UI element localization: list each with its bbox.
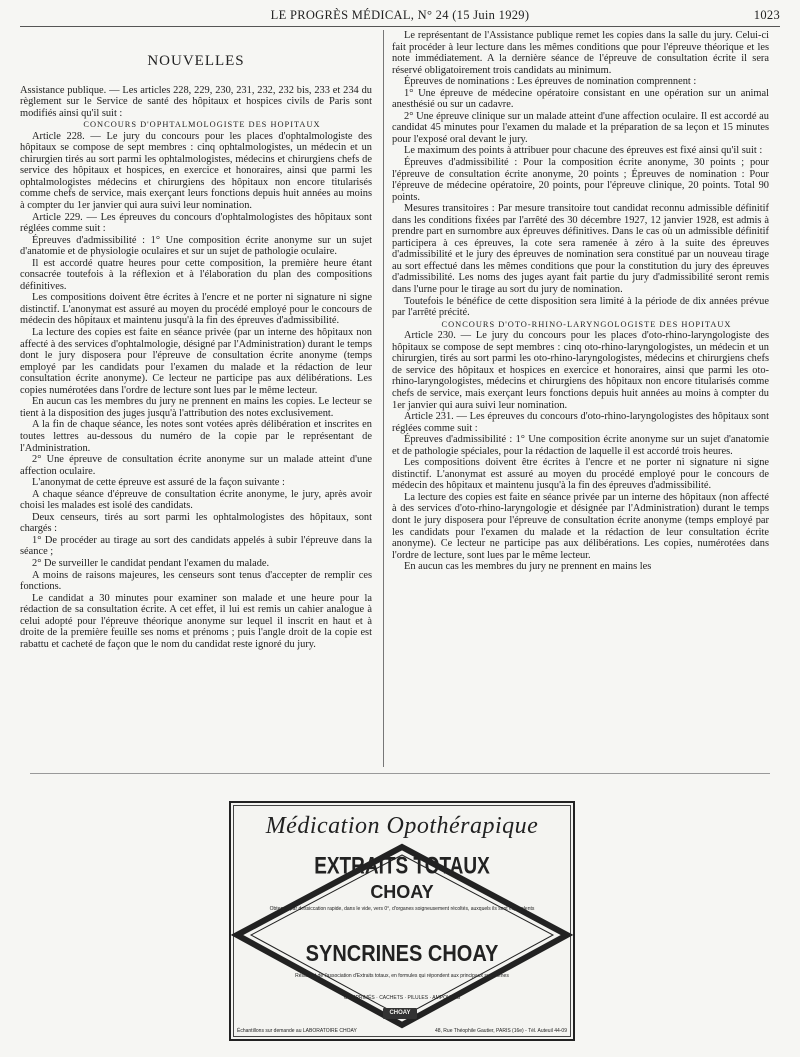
paragraph: La lecture des copies est faite en séance privée par un interne des hôpitaux (non affecté à des services d'oto-rhino-laryngologie et désignée par l'Administration) durant le temps dont le jury disposera pour l'épreuve de consultation écrite anonyme (temps employé par les candidats pour l'examen du malade et la rédaction de leur consultation écrite anonyme). Ce lecteur ne participe pas aux délibérations. Les copies, numérotées dans l'ordre de lecture, sont lues par le même lecteur. — [392, 491, 769, 561]
brand-name: CHOAY — [370, 882, 434, 902]
paragraph: Mesures transitoires : Par mesure transitoire tout candidat reconnu admissible définitif dans les conditions fixées par l'arrêté des 30 décembre 1927, 12 janvier 1928, est admis à prendre part en surnombre aux épreuves définitives. Dans le cas où un admissible définitif participera à ces épreuves, la cote sera ramenée à zéro à la suite des épreuves d'admissibilité et le jury des épreuves de nomination sera constitué par un nouveau tirage au sort effectué dans les mêmes conditions que pour la constitution du jury des épreuves d'admissibilité. Les noms des juges ayant fait partie du jury d'admissibilité seront remis dans l'urne pour le tirage au sort du jury de nomination. — [392, 203, 769, 296]
paragraph: Le candidat a 30 minutes pour examiner son malade et une heure pour la rédaction de sa consultation écrite. A cet effet, il lui est remis un cahier analogue à celui adopté pour l'épreuve théorique anonyme sur lequel il inscrit en haut et à droite de la première feuille ses noms et prénoms ; puis l'angle droit de la copie est rabattu et cacheté de façon que le nom du candidat reste ignoré du jury. — [20, 592, 372, 650]
paragraph: En aucun cas les membres du jury ne prennent en mains les copies. Le lecteur se tient à la disposition des juges jusqu'à l'attribution des notes exclusivement. — [20, 396, 372, 419]
paragraph: La lecture des copies est faite en séance privée (par un interne des hôpitaux non affecté à des services d'ophtalmologie, désigné par l'Administration) durant le temps dont le jury disposera pour l'épreuve de consultation écrite anonyme (temps employé par les candidats pour l'examen du malade et la rédaction de leur consultation écrite anonyme). Ce lecteur ne participe pas aux délibérations. Les copies numérotées dans l'ordre de lecture sont lues par le même lecteur. — [20, 327, 372, 396]
ad-footer-left: Échantillons sur demande au LABORATOIRE CHOAY — [237, 1028, 357, 1034]
paragraph: Il est accordé quatre heures pour cette composition, la première heure étant consacrée toutefois à la réflexion et à l'élaboration du plan des compositions définitives. — [20, 257, 372, 292]
separator-rule — [30, 773, 770, 774]
paragraph: Épreuves d'admissibilité : Pour la composition écrite anonyme, 30 points ; pour l'épreuve de consultation écrite anonyme, 20 points ; Épreuves de nomination : Pour l'épreuve de médecine opératoire, 20 points, pour l'épreuve clinique, 20 points. Total 90 points. — [392, 157, 769, 203]
paragraph: L'anonymat de cette épreuve est assuré de la façon suivante : — [32, 477, 285, 489]
product-name: SYNCRINES CHOAY — [305, 941, 499, 967]
paragraph: Le représentant de l'Assistance publique remet les copies dans la salle du jury. Celui-ci fait procéder à leur lecture dans les mêmes conditions que pour l'épreuve théorique et les note immédiatement. A la dernière séance de l'épreuve de consultation écrite il sera réservé obligatoirement trois candidats au minimum. — [392, 30, 769, 76]
paragraph: Deux censeurs, tirés au sort parmi les ophtalmologistes des hôpitaux, sont chargés : — [20, 511, 372, 535]
column-divider — [383, 30, 384, 767]
subsection-title: CONCOURS D'OPHTALMOLOGISTE DES HOPITAUX — [83, 120, 321, 130]
paragraph: En aucun cas les membres du jury ne prennent en mains les — [404, 561, 652, 573]
page-header — [20, 6, 780, 27]
paragraph: Épreuves de nominations : Les épreuves de nomination comprennent : — [404, 76, 697, 88]
paragraph: Les compositions doivent être écrites à l'encre et ne porter ni signature ni signe distinctif. L'anonymat est assuré au moyen du procédé employé pour le concours de médecin des hôpitaux et maintenu jusqu'à la fin des épreuves d'admissibilité. — [20, 292, 372, 327]
ad-footer-right: 48, Rue Théophile Gautier, PARIS (16e) - Tél. Auteuil 44-09 — [434, 1028, 567, 1034]
paragraph: Les compositions doivent être écrites à l'encre et ne porter ni signature ni signe distinctif. L'anonymat est assuré au moyen du procédé employé pour le concours de médecin des hôpitaux et maintenu jusqu'à la fin des épreuves d'admissibilité. — [392, 457, 769, 492]
page-number: 1023 — [753, 8, 780, 22]
product-name: EXTRAITS TOTAUX — [314, 853, 490, 880]
paragraph: A la fin de chaque séance, les notes sont votées après délibération et inscrites en toutes lettres au-dessous du numéro de la copie par le représentant de l'Administration. — [20, 419, 372, 454]
paragraph: Toutefois le bénéfice de cette disposition sera limité à la période de dix années prévue par l'arrêté précité. — [392, 295, 769, 319]
section-title: NOUVELLES — [147, 53, 245, 69]
paragraph: A moins de raisons majeures, les censeurs sont tenus d'accepter de remplir ces fonctions. — [20, 569, 372, 593]
paragraph: 2° Une épreuve clinique sur un malade atteint d'une affection oculaire. Il est accordé au candidat 45 minutes pour l'examen du malade et la préparation de sa leçon et 15 minutes pour l'exposé oral devant le jury. — [392, 110, 769, 145]
product-forms: COMPRIMÉS · CACHETS · PILULES · AMPOULES — [343, 995, 461, 1001]
paragraph: Épreuves d'admissibilité : 1° Une composition écrite anonyme sur un sujet d'anatomie et de pathologie spéciales, pour la rédaction de laquelle il est accordé trois heures. — [392, 434, 769, 457]
paragraph: Épreuves d'admissibilité : 1° Une composition écrite anonyme sur un sujet d'anatomie et de physiologie oculaires et sur un sujet de pathologie oculaire. — [20, 234, 372, 258]
paragraph: Le maximum des points à attribuer pour chacune des épreuves est fixé ainsi qu'il suit : — [404, 145, 763, 157]
advertisement — [229, 801, 575, 1041]
brand-badge: CHOAY — [383, 1008, 417, 1019]
ad-heading: Médication Opothérapique — [265, 813, 539, 839]
paragraph: Article 231. — Les épreuves du concours d'oto-rhino-laryngologistes des hôpitaux sont réglées comme suit : — [392, 411, 769, 434]
product-description: Résultant de l'association d'Extraits totaux, en formules qui répondent aux principaux syndromes — [295, 973, 509, 979]
paragraph: 2° Une épreuve de consultation écrite anonyme sur un malade atteint d'une affection oculaire. — [20, 454, 372, 477]
paragraph: Article 230. — Le jury du concours pour les places d'oto-rhino-laryngologiste des hôpitaux se compose de sept membres : cinq oto-rhino-laryngologistes, un médecin et un chirurgien, tirés au sort parmi les oto-rhino-laryngologistes, médecins et chirurgiens chefs de service des hôpitaux et hospices en exercice et honoraires, ainsi que parmi les oto-rhino-laryngologistes, médecins et chirurgiens des hôpitaux non encore titularisés comme chefs de service, mais exerçant leurs fonctions depuis huit années au moins à compter du 1er janvier qui aura suivi leur nomination. — [392, 330, 769, 411]
paragraph: 1° De procéder au tirage au sort des candidats appelés à subir l'épreuve dans la séance ; — [20, 534, 372, 558]
right-column — [392, 30, 769, 573]
left-column — [20, 30, 372, 650]
paragraph: A chaque séance d'épreuve de consultation écrite anonyme, le jury, après avoir choisi les malades est isolé des candidats. — [20, 488, 372, 512]
paragraph: 2° De surveiller le candidat pendant l'examen du malade. — [32, 557, 270, 569]
subsection-title: CONCOURS D'OTO-RHINO-LARYNGOLOGISTE DES HOPITAUX — [441, 319, 732, 329]
paragraph: Article 229. — Les épreuves du concours d'ophtalmologistes des hôpitaux sont réglées comme suit : — [20, 211, 372, 235]
paragraph: Article 228. — Le jury du concours pour les places d'ophtalmologiste des hôpitaux se compose de sept membres : cinq ophtalmologistes, un médecin et un chirurgien tirés au sort parmi les ophtalmologistes, médecins et chirurgiens chefs de service des hôpitaux et hospices, en exercice et honoraires, ainsi que parmi les ophtalmologistes médecins et chirurgiens des hôpitaux non encore titularisés comme chefs de service, mais exerçant leurs fonctions depuis huit années au moins à compter du 1er janvier qui aura suivi leur nomination. — [20, 130, 372, 212]
paragraph: 1° Une épreuve de médecine opératoire consistant en une opération sur un animal anesthésié ou sur un cadavre. — [392, 87, 769, 111]
running-title: LE PROGRÈS MÉDICAL, N° 24 (15 Juin 1929) — [270, 8, 530, 22]
paragraph: Assistance publique. — Les articles 228, 229, 230, 231, 232, 232 bis, 233 et 234 du règlement sur le Service de santé des hôpitaux et hospices civils de Paris sont modifiés ainsi qu'il suit : — [20, 84, 372, 119]
product-description: Obtenus par dessiccation rapide, dans le vide, vers 0°, d'organes soigneusement récoltés, auxquels ils sont équivalents — [269, 906, 535, 912]
